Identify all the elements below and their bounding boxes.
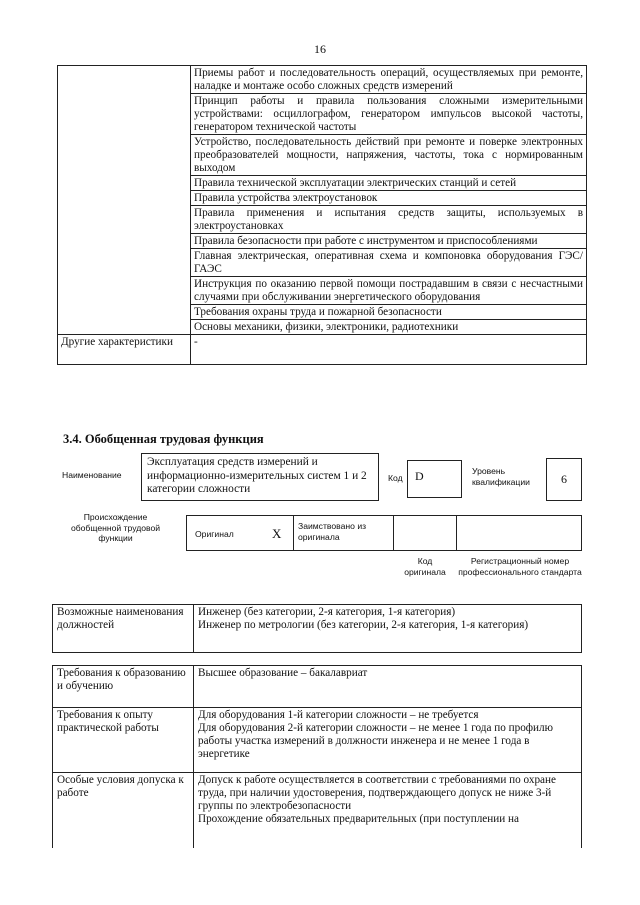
table-row <box>53 666 582 708</box>
knowledge-table <box>57 65 587 365</box>
experience-value: Для оборудования 1-й категории сложности – не требуется Для оборудования 2-й категории сложности – не менее 1 года по профилю работы участка измерений в должности инженера и не менее 1 года в энергетике <box>194 708 582 773</box>
knowledge-item: Правила устройства электроустановок <box>191 191 587 206</box>
function-name-value: Эксплуатация средств измерений и информационно-измерительных систем 1 и 2 категории сложности <box>141 453 379 501</box>
name-label: Наименование <box>62 470 122 480</box>
knowledge-label-cell <box>58 66 191 335</box>
other-characteristics-value: - <box>191 335 587 365</box>
knowledge-item: Правила применения и испытания средств защиты, используемых в электроустановках <box>191 206 587 234</box>
borrowed-cell <box>293 515 394 551</box>
borrowed-label: Заимствовано из оригинала <box>298 521 367 542</box>
education-value: Высшее образование – бакалавриат <box>194 666 582 708</box>
experience-label: Требования к опыту практической работы <box>53 708 194 773</box>
positions-value: Инженер (без категории, 2-я категория, 1-я категория) Инженер по метрологии (без категории, 2-я категория, 1-я категория) <box>194 605 582 653</box>
code-label: Код <box>388 473 403 483</box>
reg-number-cell <box>456 515 582 551</box>
knowledge-item: Главная электрическая, оперативная схема и компоновка оборудования ГЭС/ГАЭС <box>191 249 587 277</box>
section-title: 3.4. Обобщенная трудовая функция <box>63 432 264 446</box>
knowledge-item: Инструкция по оказанию первой помощи пострадавшим в связи с несчастными случаями при обслуживании энергетического оборудования <box>191 277 587 305</box>
knowledge-item: Основы механики, физики, электроники, радиотехники <box>191 320 587 335</box>
table-row <box>53 708 582 773</box>
original-label: Оригинал <box>195 529 234 539</box>
knowledge-item: Устройство, последовательность действий при ремонте и поверке электронных преобразователей мощности, напряжения, частоты, тока с нормированным выходом <box>191 135 587 176</box>
requirements-table <box>52 665 582 848</box>
table-row <box>53 773 582 848</box>
conditions-value: Допуск к работе осуществляется в соответствии с требованиями по охране труда, при наличии удостоверения, подтверждающего допуск не ниже 3-й группы по электробезопасности Прохождение обязательных предварительных (при поступлении на <box>194 773 582 848</box>
qualification-level-label: Уровень квалификации <box>472 466 530 487</box>
knowledge-item: Требования охраны труда и пожарной безопасности <box>191 305 587 320</box>
table-row <box>58 66 587 94</box>
original-mark: X <box>272 526 282 541</box>
qualification-level-value: 6 <box>546 458 582 501</box>
positions-table <box>52 604 582 653</box>
table-row <box>58 335 587 365</box>
knowledge-item: Приемы работ и последовательность операций, осуществляемых при ремонте, наладке и монтаже особо сложных средств измерений <box>191 66 587 94</box>
origin-label: Происхождение обобщенной трудовой функции <box>70 512 161 543</box>
knowledge-item: Правила технической эксплуатации электрических станций и сетей <box>191 176 587 191</box>
positions-label: Возможные наименования должностей <box>53 605 194 653</box>
knowledge-item: Принцип работы и правила пользования сложными измерительными устройствами: осциллографом, генератором импульсов высокой частоты, генератором технической частоты <box>191 94 587 135</box>
original-cell <box>186 515 294 551</box>
original-code-caption: Код оригинала <box>404 556 446 577</box>
table-row <box>53 605 582 653</box>
other-characteristics-label: Другие характеристики <box>58 335 191 365</box>
reg-number-caption: Регистрационный номер профессионального стандарта <box>458 556 582 577</box>
knowledge-item: Правила безопасности при работе с инструментом и приспособлениями <box>191 234 587 249</box>
code-value: D <box>407 460 462 498</box>
original-code-cell <box>393 515 457 551</box>
education-label: Требования к образованию и обучению <box>53 666 194 708</box>
conditions-label: Особые условия допуска к работе <box>53 773 194 848</box>
page-number: 16 <box>314 42 326 56</box>
